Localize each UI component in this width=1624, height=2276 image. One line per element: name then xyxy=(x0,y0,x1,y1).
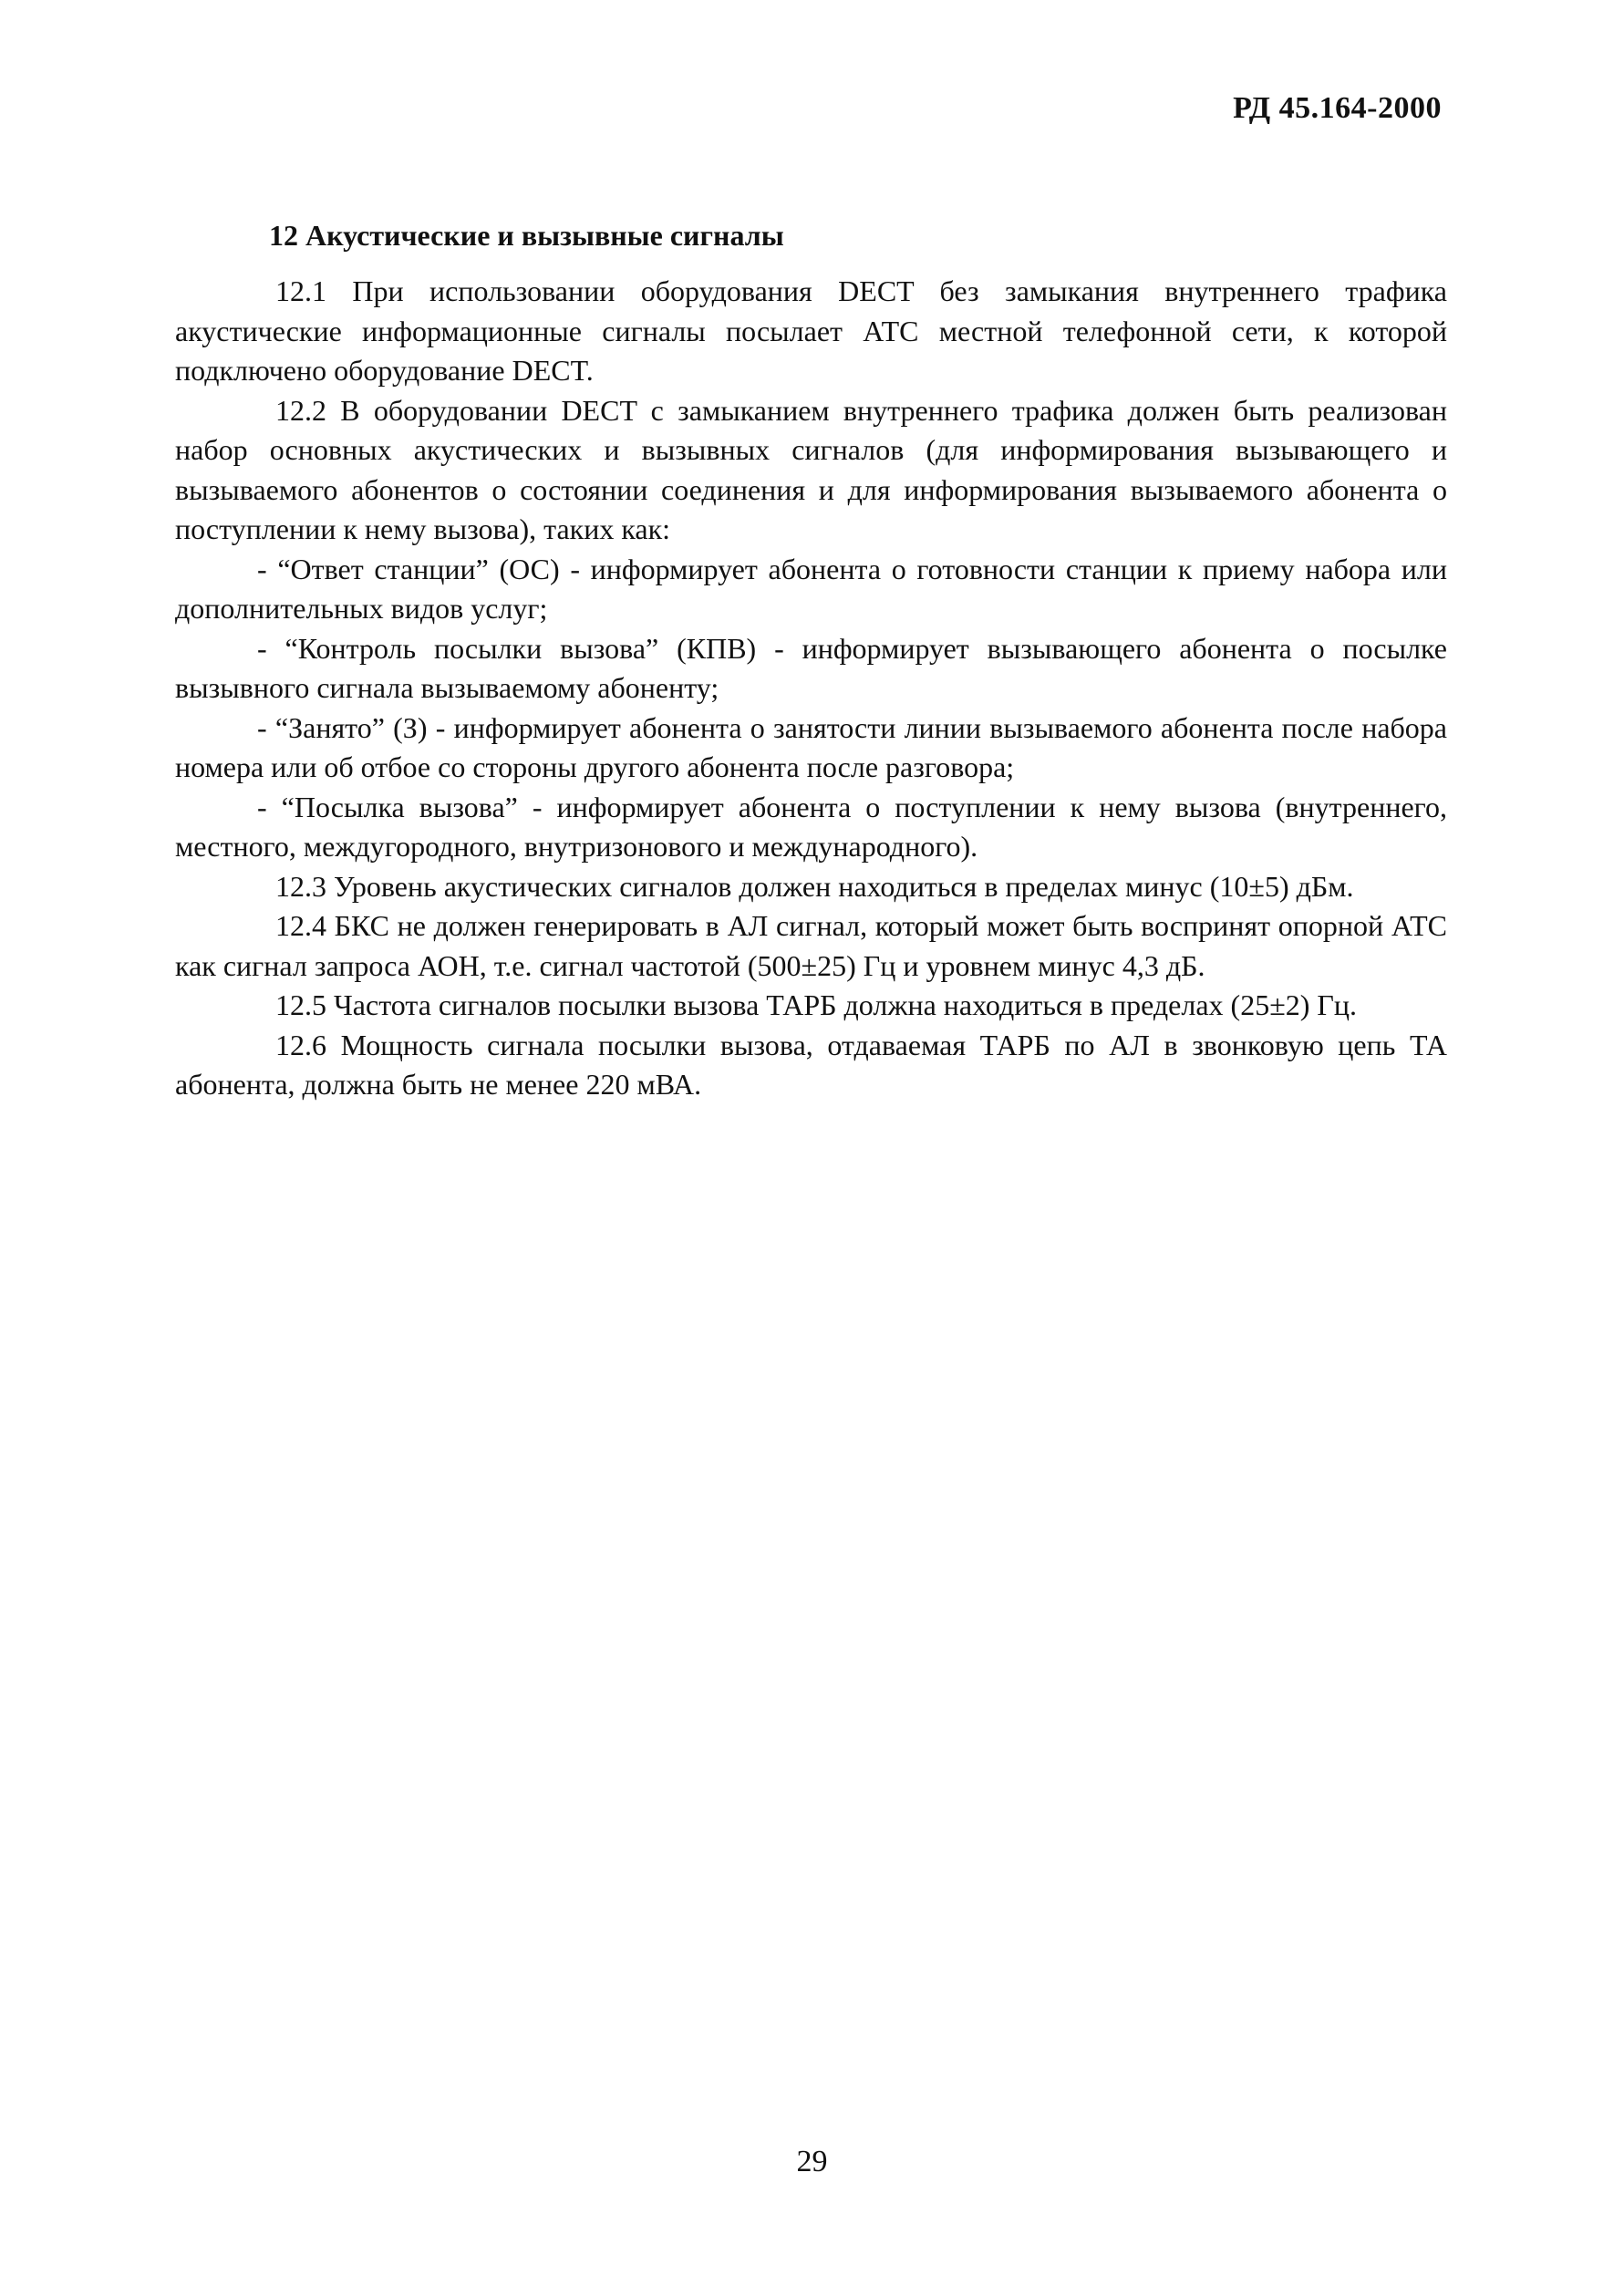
section-body xyxy=(175,272,1447,1105)
paragraph-12-1: 12.1 При использовании оборудования DECT без замыкания внутреннего трафика акустические информационные сигналы посылает АТС местной телефонной сети, к которой подключено оборудование DECT. xyxy=(175,274,1447,387)
document-code: РД 45.164-2000 xyxy=(1233,91,1442,125)
list-item-ringback-tone: - “Контроль посылки вызова” (КПВ) - информирует вызывающего абонента о посылке вызывного сигнала вызываемому абоненту; xyxy=(175,631,1447,704)
list-item-busy-tone: - “Занято” (З) - информирует абонента о занятости линии вызываемого абонента после набора номера или об отбое со стороны другого абонента после разговора; xyxy=(175,710,1447,783)
paragraph-12-3: 12.3 Уровень акустических сигналов должен находиться в пределах минус (10±5) дБм. xyxy=(275,869,1354,903)
list-item-ringing-signal: - “Посылка вызова” - информирует абонента о поступлении к нему вызова (внутреннего, местного, междугородного, внутризонового и международного). xyxy=(175,790,1447,863)
section-title: 12 Акустические и вызывные сигналы xyxy=(269,219,784,252)
paragraph-12-5: 12.5 Частота сигналов посылки вызова ТАРБ должна находиться в пределах (25±2) Гц. xyxy=(275,988,1358,1021)
paragraph-12-6: 12.6 Мощность сигнала посылки вызова, отдаваемая ТАРБ по АЛ в звонковую цепь ТА абонента, должна быть не менее 220 мВА. xyxy=(175,1028,1447,1101)
page-number: 29 xyxy=(796,2145,828,2178)
paragraph-12-2: 12.2 В оборудовании DECT с замыканием внутреннего трафика должен быть реализован набор основных акустических и вызывных сигналов (для информирования вызывающего и вызываемого абонентов о состоянии соединения и для информирования вызываемого абонента о поступлении к нему вызова), таких как: xyxy=(175,393,1447,545)
paragraph-12-4: 12.4 БКС не должен генерировать в АЛ сигнал, который может быть воспринят опорной АТС как сигнал запроса АОН, т.е. сигнал частотой (500±25) Гц и уровнем минус 4,3 дБ. xyxy=(175,909,1447,982)
list-item-answer-tone: - “Ответ станции” (ОС) - информирует абонента о готовности станции к приему набора или дополнительных видов услуг; xyxy=(175,552,1447,625)
